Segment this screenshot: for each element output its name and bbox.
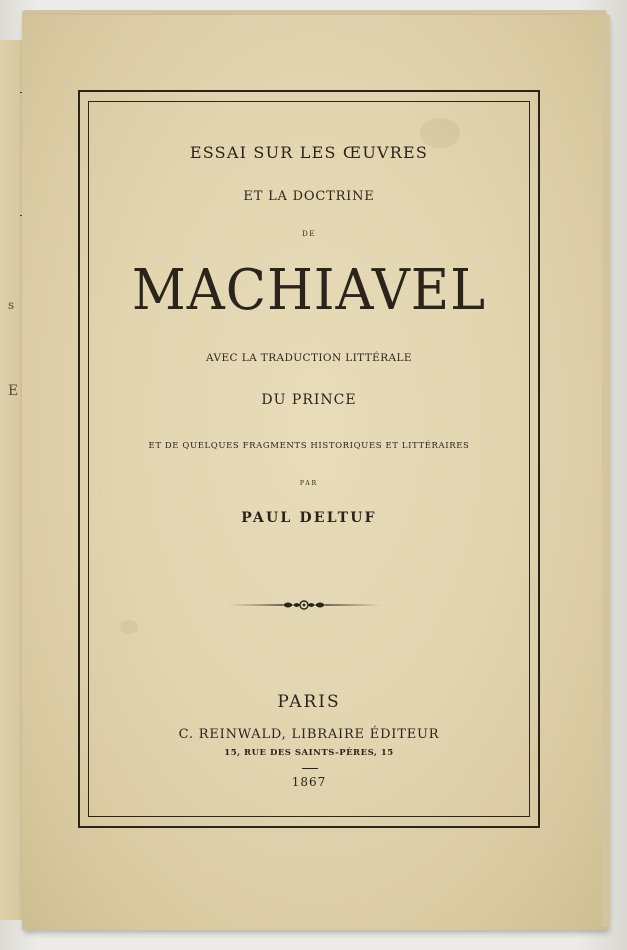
spine-mark: E xyxy=(8,383,19,399)
title-line-2: ET LA DOCTRINE xyxy=(243,189,375,204)
ornament-divider-icon xyxy=(225,598,383,612)
author-name: PAUL DELTUF xyxy=(241,510,377,526)
main-title: MACHIAVEL xyxy=(131,258,487,323)
subtitle-line-1: AVEC LA TRADUCTION LITTÉRALE xyxy=(206,352,412,364)
publisher-city: PARIS xyxy=(277,692,341,712)
publisher-name: C. REINWALD, LIBRAIRE ÉDITEUR xyxy=(178,727,440,742)
spine-mark: s xyxy=(8,298,15,312)
subtitle-line-2: DU PRINCE xyxy=(261,392,357,408)
subtitle-line-3: ET DE QUELQUES FRAGMENTS HISTORIQUES ET LITTÉRAIRES xyxy=(148,441,470,451)
title-line-3: DE xyxy=(302,230,316,238)
by-label: PAR xyxy=(299,480,319,487)
publisher-address: 15, RUE DES SAINTS-PÈRES, 15 xyxy=(224,748,394,758)
title-line-1: ESSAI SUR LES ŒUVRES xyxy=(189,143,429,162)
page-edges-right xyxy=(602,15,610,927)
divider-dash xyxy=(302,768,318,769)
publication-year: 1867 xyxy=(291,775,327,789)
